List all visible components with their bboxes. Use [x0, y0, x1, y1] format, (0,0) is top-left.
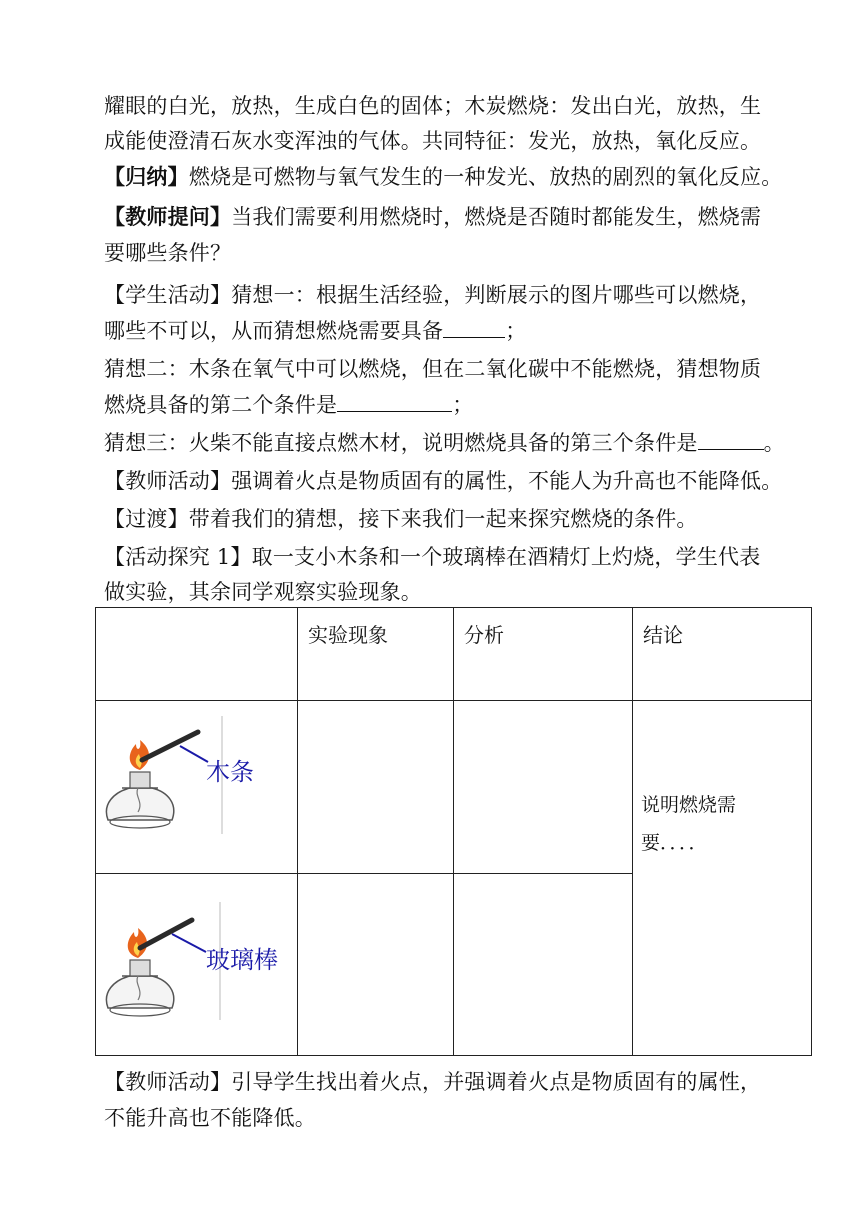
line-2: 成能使澄清石灰水变浑浊的气体。共同特征：发光，放热，氧化反应。 — [104, 129, 762, 153]
tag-teacher-question: 【教师提问】 — [104, 204, 232, 229]
cell-wood-analysis — [454, 701, 633, 874]
guess1-text: 哪些不可以，从而猜想燃烧需要具备 — [104, 319, 444, 343]
cell-glass-analysis — [454, 874, 633, 1056]
line-6: 【学生活动】猜想一：根据生活经验，判断展示的图片哪些可以燃烧， — [104, 283, 762, 307]
header-cell-conclusion: 结论 — [633, 608, 812, 701]
alcohol-lamp-icon — [106, 960, 173, 1016]
label-wood: 木条 — [206, 758, 254, 786]
guess3-text: 猜想三：火柴不能直接点燃木材，说明燃烧具备的第三个条件是 — [104, 431, 698, 455]
guess1-end: ； — [505, 319, 527, 343]
conclusion-text: 说明燃烧需要．．．． — [641, 794, 737, 854]
header-cell-phenomenon: 实验现象 — [298, 608, 454, 701]
guess2-blank — [337, 391, 452, 412]
summary-text: 燃烧是可燃物与氧气发生的一种发光、放热的剧烈的氧化反应。 — [188, 165, 783, 189]
line-3 — [104, 163, 782, 191]
line-12: 【过渡】带着我们的猜想，接下来我们一起来探究燃烧的条件。 — [104, 507, 698, 531]
teacher-question-text: 当我们需要利用燃烧时，燃烧是否随时都能发生，燃烧需 — [231, 205, 762, 229]
guess2-end: ； — [452, 393, 474, 417]
line-1: 耀眼的白光，放热，生成白色的固体；木炭燃烧：发出白光，放热，生 — [104, 94, 762, 118]
line-14: 做实验，其余同学观察实验现象。 — [104, 580, 422, 604]
line-7 — [104, 317, 526, 345]
guess3-end: 。 — [763, 431, 785, 455]
line-15: 【教师活动】引导学生找出着火点，并强调着火点是物质固有的属性， — [104, 1070, 762, 1094]
line-4 — [104, 203, 761, 231]
glass-rod-icon — [140, 920, 192, 948]
label-glass-rod: 玻璃棒 — [206, 946, 278, 974]
line-5: 要哪些条件？ — [104, 241, 232, 265]
line-11: 【教师活动】强调着火点是物质固有的属性，不能人为升高也不能降低。 — [104, 469, 783, 493]
cell-conclusion — [633, 701, 812, 1056]
header-cell-image — [96, 608, 298, 701]
table-header-row — [96, 608, 812, 701]
line-16: 不能升高也不能降低。 — [104, 1106, 316, 1130]
label-pointer — [180, 746, 208, 762]
label-pointer — [172, 934, 206, 952]
wood-stick-icon — [142, 732, 198, 760]
alcohol-lamp-icon — [106, 772, 173, 828]
header-cell-analysis: 分析 — [454, 608, 633, 701]
cell-wood-phenomenon — [298, 701, 454, 874]
line-8: 猜想二：木条在氧气中可以燃烧，但在二氧化碳中不能燃烧，猜想物质 — [104, 357, 762, 381]
line-10 — [104, 429, 785, 457]
flame-icon — [130, 740, 149, 770]
tag-summary: 【归纳】 — [104, 164, 189, 189]
line-13: 【活动探究 1】取一支小木条和一个玻璃棒在酒精灯上灼烧，学生代表 — [104, 545, 761, 569]
guess3-blank — [698, 429, 764, 450]
guess2-text: 燃烧具备的第二个条件是 — [104, 393, 338, 417]
cell-glass-phenomenon — [298, 874, 454, 1056]
line-9 — [104, 391, 473, 419]
guess1-blank — [443, 317, 505, 338]
